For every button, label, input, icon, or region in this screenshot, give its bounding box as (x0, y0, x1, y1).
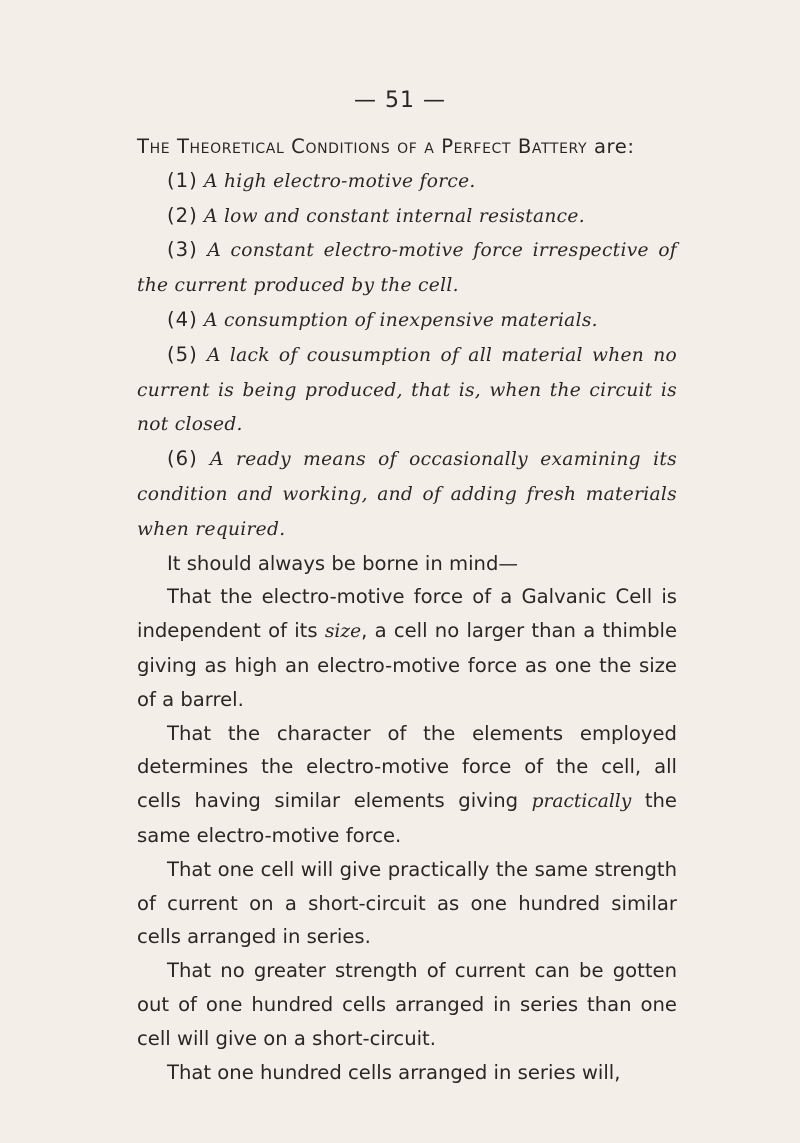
list-item-text: A lack of cousumption of all material when no current is being produced, that is, when the circuit is not closed. (137, 344, 677, 436)
list-item (137, 164, 677, 199)
page-number: — 51 — (354, 88, 446, 113)
emphasis-text: practically (531, 791, 632, 813)
list-item (137, 338, 677, 442)
list-item (137, 199, 677, 234)
list-item-number: (2) (167, 203, 198, 227)
paragraph-text: the same electro-motive force. (137, 789, 677, 847)
body-paragraph: That one hundred cells arranged in series will, (167, 1060, 621, 1084)
paragraph-text: , a cell no larger than a thimble giving as high an electro-motive force as one the size of a barrel. (137, 619, 678, 711)
list-item-text: A ready means of occasionally examining its condition and working, and of adding fresh materials when required. (137, 449, 677, 540)
list-item-number: (1) (167, 168, 198, 192)
list-item (137, 303, 677, 338)
list-item-text: A high electro-motive force. (204, 170, 476, 192)
body-paragraph: That no greater strength of current can be gotten out of one hundred cells arranged in series than one cell will give on a short-circuit. (137, 959, 677, 1050)
body-paragraph (137, 580, 677, 716)
list-item (137, 442, 677, 546)
conditions-list (137, 164, 677, 547)
list-item-number: (3) (167, 238, 198, 262)
paragraph-text: That the electro-motive force of a Galvanic Cell is independent of its (137, 585, 677, 643)
intro-paragraph: It should always be borne in mind— (167, 551, 518, 575)
list-item (137, 233, 677, 303)
list-item-number: (6) (167, 447, 198, 471)
list-item-number: (5) (167, 342, 198, 366)
heading-tail: are: (587, 135, 635, 158)
list-item-text: A constant electro-motive force irrespective of the current produced by the cell. (137, 240, 677, 297)
list-item-text: A consumption of inexpensive materials. (204, 309, 598, 331)
list-item-number: (4) (167, 307, 198, 331)
body-paragraph (137, 717, 677, 853)
page-content (137, 130, 677, 1089)
list-item-text: A low and constant internal resistance. (204, 205, 585, 227)
heading-title: The Theoretical Conditions of a Perfect Battery (137, 135, 588, 158)
paragraph-text: That the character of the elements employed determines the electro-motive force of the cell, all cells having similar elements giving (137, 721, 677, 813)
emphasis-text: size (324, 621, 362, 643)
section-heading (137, 130, 677, 164)
body-paragraph: That one cell will give practically the same strength of current on a short-circuit as one hundred similar cells arranged in series. (137, 857, 677, 949)
